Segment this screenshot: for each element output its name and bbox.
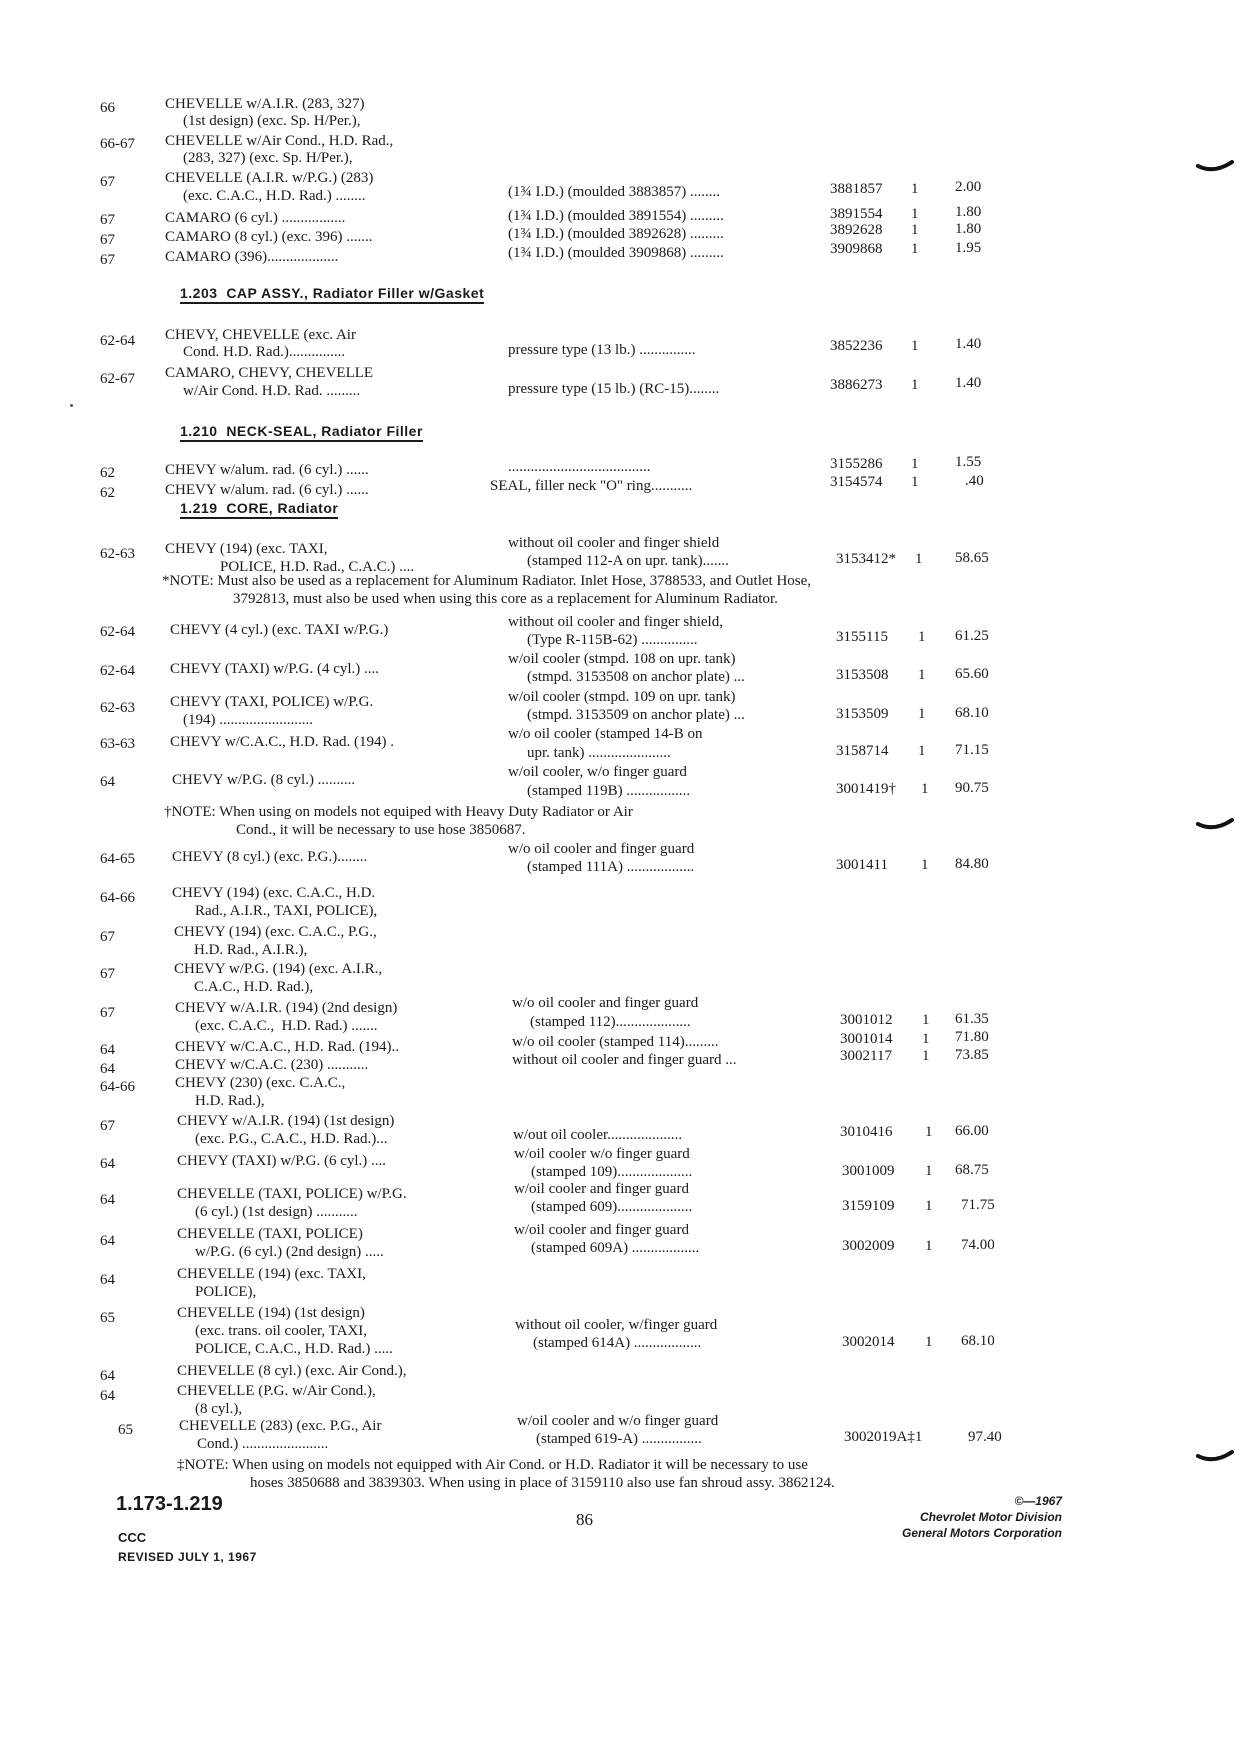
row-model: CHEVY (194) (exc. TAXI,: [165, 541, 328, 557]
row-description-cont: (stamped 111A) ..................: [527, 859, 695, 875]
copyright: ©—1967: [1014, 1494, 1062, 1508]
row-year: 62: [100, 485, 115, 501]
row-description: w/oil cooler and finger guard: [514, 1181, 689, 1197]
row-price: 1.40: [955, 375, 982, 391]
row-model-cont: (8 cyl.),: [195, 1401, 243, 1417]
row-description: w/o oil cooler (stamped 114).........: [512, 1034, 719, 1050]
row-model: CHEVY w/P.G. (194) (exc. A.I.R.,: [174, 961, 383, 977]
row-year: 64: [100, 774, 115, 790]
row-model: CHEVELLE (283) (exc. P.G., Air: [179, 1418, 382, 1434]
row-description-cont: (Type R-115B-62) ...............: [527, 632, 698, 648]
row-price: .40: [965, 473, 984, 489]
row-year: 62-64: [100, 333, 135, 349]
row-part-number: 3001014: [840, 1031, 893, 1047]
row-year: 67: [100, 212, 115, 228]
footnote-double-dagger: ‡NOTE: When using on models not equipped with Air Cond. or H.D. Radiator it will be necessary to use: [177, 1457, 808, 1473]
row-part-number: 3155286: [830, 456, 883, 472]
row-quantity: 1: [925, 1163, 933, 1179]
row-description: w/o oil cooler and finger guard: [512, 995, 699, 1011]
row-year: 64: [100, 1061, 115, 1077]
row-price: 61.35: [955, 1011, 989, 1027]
row-model: CHEVY w/C.A.C. (230) ...........: [175, 1057, 369, 1073]
row-description: SEAL, filler neck "O" ring...........: [490, 478, 693, 494]
row-description: without oil cooler and finger shield,: [508, 614, 723, 630]
row-year: 65: [100, 1310, 115, 1326]
row-model: CHEVELLE (194) (exc. TAXI,: [177, 1266, 366, 1282]
row-quantity: 1: [911, 456, 919, 472]
row-year: 67: [100, 252, 115, 268]
row-price: 61.25: [955, 628, 989, 644]
row-year: 64: [100, 1192, 115, 1208]
footnote-double-dagger-cont: hoses 3850688 and 3839303. When using in place of 3159110 also use fan shroud assy. 3862124.: [250, 1475, 835, 1491]
row-year: 63-63: [100, 736, 135, 752]
row-year: 64: [100, 1272, 115, 1288]
row-part-number: 3159109: [842, 1198, 895, 1214]
row-price: 90.75: [955, 780, 989, 796]
row-quantity: 1: [918, 743, 926, 759]
row-model-cont: (exc. C.A.C., H.D. Rad.) ........: [183, 188, 366, 204]
speck: [70, 404, 73, 407]
row-year: 64-66: [100, 1079, 135, 1095]
row-quantity: 1: [921, 857, 929, 873]
row-price: 71.80: [955, 1029, 989, 1045]
row-model: CHEVELLE (8 cyl.) (exc. Air Cond.),: [177, 1363, 407, 1379]
row-price: 1.40: [955, 336, 982, 352]
row-price: 66.00: [955, 1123, 989, 1139]
row-year: 62-63: [100, 546, 135, 562]
row-year: 62: [100, 465, 115, 481]
row-model-cont: POLICE, H.D. Rad., C.A.C.) ....: [220, 559, 415, 575]
binding-mark-icon: [1196, 160, 1234, 174]
row-year: 65: [118, 1422, 133, 1438]
row-description: w/oil cooler w/o finger guard: [514, 1146, 690, 1162]
row-year: 66-67: [100, 136, 135, 152]
row-quantity: 1: [922, 1048, 930, 1064]
row-description: (1¾ I.D.) (moulded 3909868) .........: [508, 245, 724, 261]
row-model: CHEVY (TAXI) w/P.G. (6 cyl.) ....: [177, 1153, 387, 1169]
row-model-cont: w/P.G. (6 cyl.) (2nd design) .....: [195, 1244, 384, 1260]
row-description-cont: (stamped 619-A) ................: [536, 1431, 702, 1447]
row-model-cont: POLICE),: [195, 1284, 257, 1300]
row-year: 67: [100, 232, 115, 248]
row-model: CHEVY w/A.I.R. (194) (2nd design): [175, 1000, 398, 1016]
row-year: 67: [100, 966, 115, 982]
row-model-cont: (194) .........................: [183, 712, 313, 728]
section-code: CCC: [118, 1530, 147, 1545]
row-quantity: 1: [911, 377, 919, 393]
row-quantity: 1: [911, 474, 919, 490]
row-model: CHEVY w/A.I.R. (194) (1st design): [177, 1113, 395, 1129]
row-description: (1¾ I.D.) (moulded 3892628) .........: [508, 226, 724, 242]
row-model-cont: H.D. Rad.),: [195, 1093, 265, 1109]
row-description-cont: (stamped 614A) ..................: [533, 1335, 702, 1351]
row-part-number: 3909868: [830, 241, 883, 257]
row-year: 67: [100, 1118, 115, 1134]
row-model: CHEVY w/alum. rad. (6 cyl.) ......: [165, 462, 369, 478]
row-price: 97.40: [968, 1429, 1002, 1445]
row-quantity: 1: [925, 1334, 933, 1350]
row-model: CHEVELLE (TAXI, POLICE) w/P.G.: [177, 1186, 407, 1202]
row-description-cont: (stamped 609)....................: [531, 1199, 693, 1215]
row-description: w/o oil cooler and finger guard: [508, 841, 695, 857]
row-description: w/o oil cooler (stamped 14-B on: [508, 726, 703, 742]
row-price: 84.80: [955, 856, 989, 872]
row-year: 67: [100, 1005, 115, 1021]
row-model: CHEVY w/C.A.C., H.D. Rad. (194) .: [170, 734, 395, 750]
row-part-number: 3154574: [830, 474, 883, 490]
footnote-star: *NOTE: Must also be used as a replacement for Aluminum Radiator. Inlet Hose, 3788533, and Outlet Hose,: [162, 573, 812, 589]
row-part-number: 3002014: [842, 1334, 895, 1350]
row-description: w/oil cooler, w/o finger guard: [508, 764, 687, 780]
row-year: 64: [100, 1042, 115, 1058]
row-price: 71.75: [961, 1197, 995, 1213]
row-quantity: 1: [911, 241, 919, 257]
row-quantity: 1: [918, 706, 926, 722]
row-description-cont: (stamped 609A) ..................: [531, 1240, 700, 1256]
row-quantity: 1: [911, 206, 919, 222]
row-quantity: 1: [911, 338, 919, 354]
row-quantity: 1: [911, 222, 919, 238]
row-model: CHEVELLE w/A.I.R. (283, 327): [165, 96, 365, 112]
row-part-number: 3001012: [840, 1012, 893, 1028]
row-year: 62-67: [100, 371, 135, 387]
row-model-cont: Rad., A.I.R., TAXI, POLICE),: [195, 903, 378, 919]
row-description-cont: (stamped 112-A on upr. tank).......: [527, 553, 729, 569]
row-price: 68.10: [961, 1333, 995, 1349]
row-price: 1.80: [955, 221, 982, 237]
row-model-cont: (1st design) (exc. Sp. H/Per.),: [183, 113, 361, 129]
row-quantity: 1: [915, 551, 923, 567]
row-model-cont: H.D. Rad., A.I.R.),: [194, 942, 308, 958]
row-model: CHEVY (230) (exc. C.A.C.,: [175, 1075, 346, 1091]
row-model: CHEVELLE (A.I.R. w/P.G.) (283): [165, 170, 374, 186]
binding-mark-icon: [1196, 818, 1234, 832]
row-description-cont: (stamped 112)....................: [530, 1014, 691, 1030]
row-year: 64-66: [100, 890, 135, 906]
row-model-cont: (exc. C.A.C., H.D. Rad.) .......: [195, 1018, 378, 1034]
row-description-cont: upr. tank) ......................: [527, 745, 671, 761]
row-price: 2.00: [955, 179, 982, 195]
row-model: CHEVELLE (P.G. w/Air Cond.),: [177, 1383, 376, 1399]
row-quantity: 1: [922, 1012, 930, 1028]
row-model: CAMARO, CHEVY, CHEVELLE: [165, 365, 374, 381]
row-part-number: 3002009: [842, 1238, 895, 1254]
row-quantity: 1: [918, 629, 926, 645]
row-year: 62-63: [100, 700, 135, 716]
page-number: 86: [576, 1510, 593, 1529]
row-model-cont: (6 cyl.) (1st design) ...........: [195, 1204, 358, 1220]
revision-date: REVISED JULY 1, 1967: [118, 1550, 257, 1564]
row-quantity: 1: [925, 1238, 933, 1254]
row-model: CHEVY (194) (exc. C.A.C., H.D.: [172, 885, 376, 901]
row-part-number: 3155115: [836, 629, 888, 645]
row-quantity: 1: [925, 1198, 933, 1214]
row-part-number: 3881857: [830, 181, 883, 197]
row-year: 64-65: [100, 851, 135, 867]
row-part-number: 3002019A‡1: [844, 1429, 923, 1445]
row-model: CHEVY (TAXI, POLICE) w/P.G.: [170, 694, 374, 710]
row-part-number: 3158714: [836, 743, 889, 759]
row-description: pressure type (13 lb.) ...............: [508, 342, 696, 358]
row-year: 64: [100, 1388, 115, 1404]
section-heading-neck-seal: 1.210 NECK-SEAL, Radiator Filler: [180, 423, 423, 442]
row-price: 73.85: [955, 1047, 989, 1063]
publisher-division: Chevrolet Motor Division: [919, 1510, 1062, 1524]
row-quantity: 1: [911, 181, 919, 197]
publisher-corporation: General Motors Corporation: [901, 1526, 1062, 1540]
row-model-cont: (283, 327) (exc. Sp. H/Per.),: [183, 150, 353, 166]
row-model: CHEVY w/alum. rad. (6 cyl.) ......: [165, 482, 369, 498]
row-quantity: 1: [922, 1031, 930, 1047]
row-model-cont: C.A.C., H.D. Rad.),: [194, 979, 314, 995]
row-description-cont: (stmpd. 3153508 on anchor plate) ...: [527, 669, 745, 685]
row-description: (1¾ I.D.) (moulded 3891554) .........: [508, 208, 724, 224]
section-heading-core: 1.219 CORE, Radiator: [180, 500, 338, 519]
row-part-number: 3153412*: [836, 551, 896, 567]
row-description: w/oil cooler (stmpd. 108 on upr. tank): [508, 651, 736, 667]
row-model-cont: (exc. P.G., C.A.C., H.D. Rad.)...: [195, 1131, 388, 1147]
row-model-cont: (exc. trans. oil cooler, TAXI,: [195, 1323, 368, 1339]
footnote-dagger-cont: Cond., it will be necessary to use hose 3850687.: [236, 822, 526, 838]
row-price: 74.00: [961, 1237, 995, 1253]
row-quantity: 1: [925, 1124, 933, 1140]
row-quantity: 1: [921, 781, 929, 797]
row-part-number: 3886273: [830, 377, 883, 393]
row-price: 1.55: [955, 454, 982, 470]
row-description: w/out oil cooler....................: [513, 1127, 683, 1143]
row-model: CHEVY (TAXI) w/P.G. (4 cyl.) ....: [170, 661, 380, 677]
row-description: ......................................: [508, 459, 651, 475]
row-year: 66: [100, 100, 115, 116]
row-model-cont: Cond.) .......................: [197, 1436, 329, 1452]
page-range: 1.173-1.219: [116, 1493, 223, 1515]
row-model-cont: Cond. H.D. Rad.)...............: [183, 344, 346, 360]
row-model: CHEVY (4 cyl.) (exc. TAXI w/P.G.): [170, 622, 389, 638]
row-year: 67: [100, 929, 115, 945]
row-part-number: 3891554: [830, 206, 883, 222]
binding-mark-icon: [1196, 1450, 1234, 1464]
row-model: CAMARO (6 cyl.) .................: [165, 210, 346, 226]
footnote-dagger: †NOTE: When using on models not equiped with Heavy Duty Radiator or Air: [164, 804, 633, 820]
row-model-cont: w/Air Cond. H.D. Rad. .........: [183, 383, 361, 399]
row-description: without oil cooler and finger guard ...: [512, 1052, 737, 1068]
row-year: 67: [100, 174, 115, 190]
row-part-number: 3001009: [842, 1163, 895, 1179]
row-model: CHEVY, CHEVELLE (exc. Air: [165, 327, 356, 343]
row-model: CAMARO (396)...................: [165, 249, 339, 265]
row-year: 64: [100, 1368, 115, 1384]
row-description: without oil cooler and finger shield: [508, 535, 720, 551]
row-description-cont: (stamped 109)....................: [531, 1164, 693, 1180]
row-part-number: 3001419†: [836, 781, 896, 797]
row-year: 64: [100, 1156, 115, 1172]
row-quantity: 1: [918, 667, 926, 683]
row-part-number: 3002117: [840, 1048, 892, 1064]
row-price: 1.95: [955, 240, 982, 256]
row-description: w/oil cooler (stmpd. 109 on upr. tank): [508, 689, 736, 705]
row-part-number: 3852236: [830, 338, 883, 354]
row-description: w/oil cooler and w/o finger guard: [517, 1413, 719, 1429]
row-price: 58.65: [955, 550, 989, 566]
row-model-cont: POLICE, C.A.C., H.D. Rad.) .....: [195, 1341, 393, 1357]
row-year: 62-64: [100, 663, 135, 679]
row-description: w/oil cooler and finger guard: [514, 1222, 689, 1238]
section-heading-cap-assy: 1.203 CAP ASSY., Radiator Filler w/Gasket: [180, 285, 484, 304]
footnote-star-cont: 3792813, must also be used when using this core as a replacement for Aluminum Radiator.: [233, 591, 778, 607]
row-model: CHEVY w/C.A.C., H.D. Rad. (194)..: [175, 1039, 400, 1055]
row-price: 68.75: [955, 1162, 989, 1178]
row-model: CHEVY (8 cyl.) (exc. P.G.)........: [172, 849, 368, 865]
row-description-cont: (stamped 119B) .................: [527, 783, 691, 799]
row-part-number: 3153509: [836, 706, 889, 722]
row-description: without oil cooler, w/finger guard: [515, 1317, 718, 1333]
row-price: 68.10: [955, 705, 989, 721]
row-description-cont: (stmpd. 3153509 on anchor plate) ...: [527, 707, 745, 723]
row-year: 62-64: [100, 624, 135, 640]
row-description: pressure type (15 lb.) (RC-15)........: [508, 381, 720, 397]
row-year: 64: [100, 1233, 115, 1249]
row-model: CHEVY w/P.G. (8 cyl.) ..........: [172, 772, 356, 788]
row-part-number: 3892628: [830, 222, 883, 238]
row-price: 71.15: [955, 742, 989, 758]
row-description: (1¾ I.D.) (moulded 3883857) ........: [508, 184, 721, 200]
row-model: CHEVY (194) (exc. C.A.C., P.G.,: [174, 924, 377, 940]
row-price: 65.60: [955, 666, 989, 682]
row-model: CAMARO (8 cyl.) (exc. 396) .......: [165, 229, 373, 245]
row-price: 1.80: [955, 204, 982, 220]
row-part-number: 3001411: [836, 857, 888, 873]
row-part-number: 3010416: [840, 1124, 893, 1140]
row-model: CHEVELLE w/Air Cond., H.D. Rad.,: [165, 133, 394, 149]
row-part-number: 3153508: [836, 667, 889, 683]
row-model: CHEVELLE (TAXI, POLICE): [177, 1226, 363, 1242]
row-model: CHEVELLE (194) (1st design): [177, 1305, 365, 1321]
